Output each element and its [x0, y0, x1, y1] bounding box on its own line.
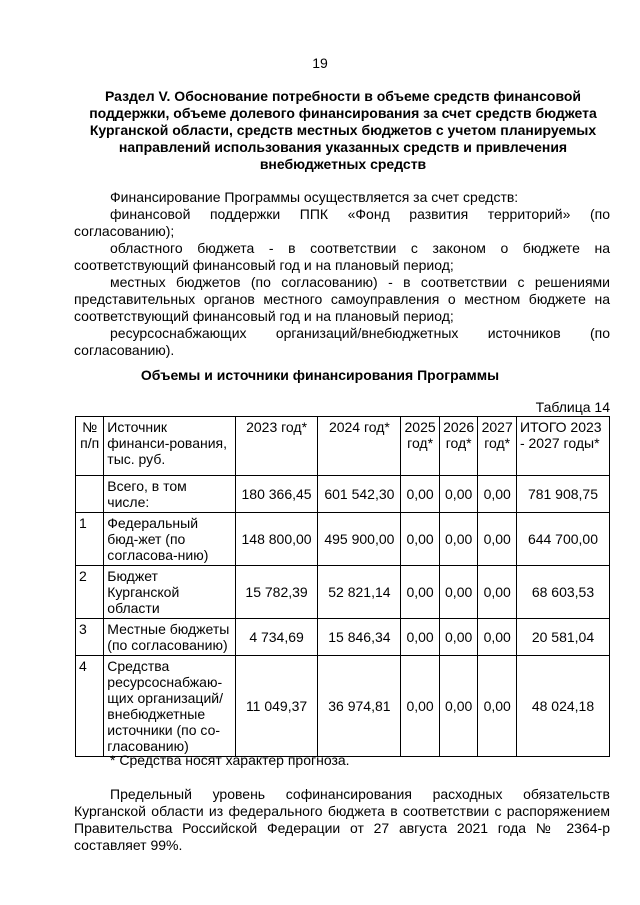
- page-number: 19: [312, 55, 328, 71]
- table-cell: 0,00: [401, 476, 440, 513]
- table-cell: 0,00: [401, 619, 440, 656]
- header-cell: 2025 год*: [401, 417, 440, 476]
- table-cell: 4: [76, 656, 104, 757]
- header-cell: 2023 год*: [235, 417, 318, 476]
- financing-table: [75, 416, 610, 757]
- header-cell: 2027 год*: [478, 417, 517, 476]
- table-cell: 3: [76, 619, 104, 656]
- funding-sources-text: [74, 189, 610, 359]
- table-total-row: [76, 476, 610, 513]
- table-cell: 0,00: [478, 656, 517, 757]
- table-cell: 0,00: [439, 476, 478, 513]
- table-cell: 0,00: [401, 566, 440, 619]
- table-row: [76, 656, 610, 757]
- table-cell: 0,00: [478, 619, 517, 656]
- table-heading: Объемы и источники финансирования Программы: [140, 367, 500, 383]
- table-cell: 4 734,69: [235, 619, 318, 656]
- table-cell: 68 603,53: [516, 566, 609, 619]
- table-row: [76, 513, 610, 566]
- table-cell: 148 800,00: [235, 513, 318, 566]
- paragraph-local-budgets: местных бюджетов (по согласованию) - в соответствии с решениями представительных органов местного самоуправления о местном бюджете на соответствующий финансовый год и на плановый период;: [74, 274, 610, 324]
- table-cell: 0,00: [439, 566, 478, 619]
- table-row: [76, 566, 610, 619]
- table-cell: 2: [76, 566, 104, 619]
- table-cell: [76, 476, 104, 513]
- table-cell: 0,00: [401, 513, 440, 566]
- table-cell: 601 542,30: [318, 476, 401, 513]
- cofinancing-paragraph: Предельный уровень софинансирования расходных обязательств Курганской области из федерального бюджета в соответствии с распоряжением Правительства Российской Федерации от 27 августа 2021 года № 2364-р составляет 99%.: [74, 786, 610, 853]
- table-cell: 0,00: [478, 476, 517, 513]
- table-cell: 0,00: [401, 656, 440, 757]
- table-cell: 0,00: [439, 619, 478, 656]
- table-cell: 11 049,37: [235, 656, 318, 757]
- table-cell: 0,00: [478, 513, 517, 566]
- header-cell: Источник финанси-рования, тыс. руб.: [104, 417, 235, 476]
- paragraph-regional-budget: областного бюджета - в соответствии с законом о бюджете на соответствующий финансовый год и на плановый период;: [74, 240, 610, 273]
- table-cell: 15 782,39: [235, 566, 318, 619]
- table-cell: 0,00: [478, 566, 517, 619]
- table-cell: Местные бюджеты (по согласованию): [104, 619, 235, 656]
- table-cell: Средства ресурсоснабжаю-щих организаций/ внебюджетные источники (по со-гласованию): [104, 656, 235, 757]
- table-cell: 20 581,04: [516, 619, 609, 656]
- footnote: * Средства носят характер прогноза.: [110, 752, 350, 768]
- paragraph-resource-orgs: ресурсоснабжающих организаций/внебюджетных источников (по согласованию).: [74, 325, 610, 358]
- table-cell: Федеральный бюд-жет (по согласова-нию): [104, 513, 235, 566]
- table-cell: 781 908,75: [516, 476, 609, 513]
- table-cell: 36 974,81: [318, 656, 401, 757]
- table-cell: 1: [76, 513, 104, 566]
- paragraph-intro: Финансирование Программы осуществляется за счет средств:: [110, 189, 519, 205]
- table-cell: Бюджет Курганской области: [104, 566, 235, 619]
- header-cell: № п/п: [76, 417, 104, 476]
- header-cell: 2026 год*: [439, 417, 478, 476]
- paragraph-fund-support: финансовой поддержки ППК «Фонд развития территорий» (по согласованию);: [74, 206, 610, 239]
- section-title: Раздел V. Обоснование потребности в объеме средств финансовой поддержки, объеме долевого финансирования за счет средств бюджета Курганской области, средств местных бюджетов с учетом планируемых направлений использования указанных средств и привлечения внебюджетных средств: [89, 88, 597, 172]
- table-cell: Всего, в том числе:: [104, 476, 235, 513]
- table-cell: 495 900,00: [318, 513, 401, 566]
- table-label: Таблица 14: [535, 399, 610, 415]
- table-cell: 48 024,18: [516, 656, 609, 757]
- table-cell: 644 700,00: [516, 513, 609, 566]
- table-cell: 180 366,45: [235, 476, 318, 513]
- table-row: [76, 619, 610, 656]
- table-header-row: [76, 417, 610, 476]
- table-cell: 0,00: [439, 656, 478, 757]
- table-cell: 15 846,34: [318, 619, 401, 656]
- table-cell: 52 821,14: [318, 566, 401, 619]
- table-cell: 0,00: [439, 513, 478, 566]
- header-cell: 2024 год*: [318, 417, 401, 476]
- header-cell: ИТОГО 2023 - 2027 годы*: [516, 417, 609, 476]
